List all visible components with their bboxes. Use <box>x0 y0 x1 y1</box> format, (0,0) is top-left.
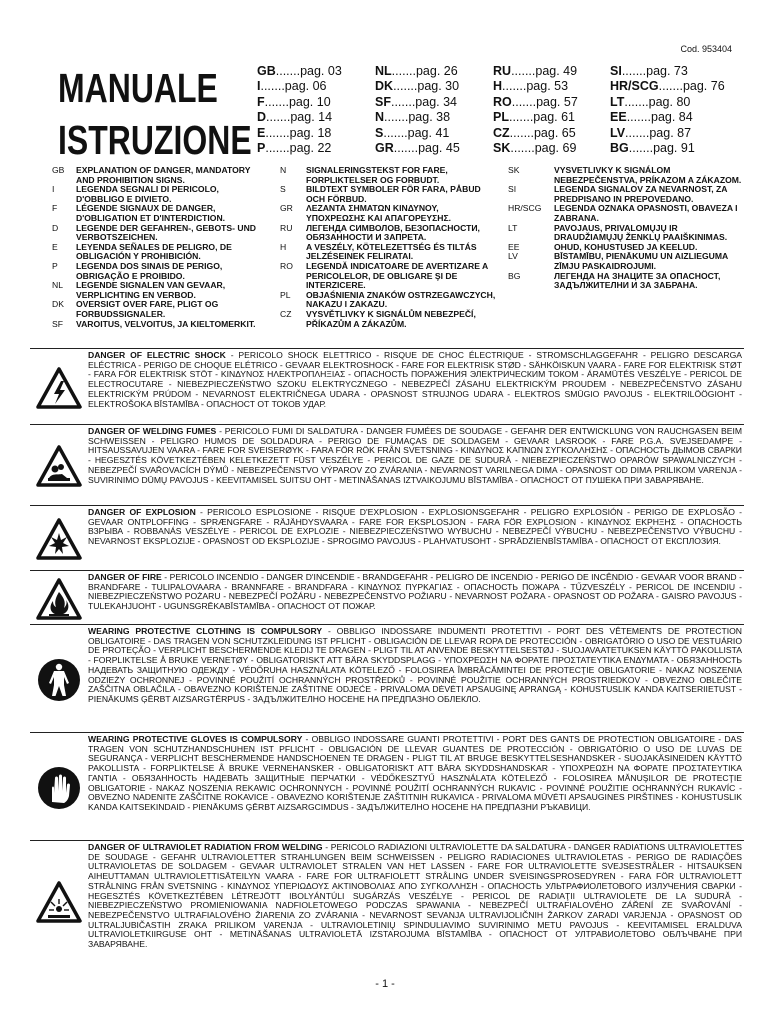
legend-item <box>508 185 743 204</box>
legend-language-code: I <box>52 184 55 195</box>
ultraviolet-radiation-icon <box>30 843 88 961</box>
legend-text: OBJAŚNIENIA ZNAKÓW OSTRZEGAWCZYCH, NAKAZU I ZAKAZU. <box>306 289 496 310</box>
legend-item <box>52 262 257 281</box>
toc-dots: ....... <box>266 110 291 125</box>
toc-language-code: N <box>375 110 385 125</box>
toc-language-code: SF <box>375 94 391 109</box>
legend-column <box>280 166 500 329</box>
toc-language-code: SK <box>493 141 511 156</box>
toc-entry[interactable] <box>610 126 725 141</box>
toc-page: pag. 06 <box>284 79 327 94</box>
toc-dots: ....... <box>511 94 537 109</box>
legend-language-code: H <box>280 241 287 252</box>
toc-entry[interactable] <box>257 126 342 141</box>
legend-text: PAVOJAUS, PRIVALOMŲJŲ IR DRAUDŽIAMŲJŲ ŽENKLŲ PAAIŠKINIMAS. <box>554 222 728 243</box>
toc-entry[interactable] <box>493 110 578 125</box>
legend-item <box>508 204 743 223</box>
legend-item <box>508 166 743 185</box>
toc-language-code: P <box>257 141 266 156</box>
toc-entry[interactable] <box>493 79 578 94</box>
toc-page: pag. 03 <box>300 64 342 78</box>
toc-language-code: EE <box>610 110 627 125</box>
toc-page: pag. 38 <box>408 110 451 125</box>
toc-page: pag. 69 <box>534 141 577 156</box>
toc-entry[interactable] <box>375 64 460 79</box>
warning-section <box>30 351 742 424</box>
legend-item <box>52 185 257 204</box>
toc-page: pag. 34 <box>415 94 458 109</box>
toc-page: pag. 80 <box>648 94 691 109</box>
legend-text: OHUD, KOHUSTUSED JA KEELUD. <box>554 241 698 252</box>
toc-entry[interactable] <box>375 126 460 141</box>
warning-text: WEARING PROTECTIVE GLOVES IS COMPULSORY - OBBLIGO INDOSSARE GUANTI PROTETTIVI - PORT DES GANTS DE PROTECTION OBLIGATOIRE - DAS TRAGEN VON SCHUTZHANDSCHUHEN IST PFLICHT - OBLIGACIÓN DE LLEVAR GUANTES DE PROTECCIÓN - OBRIGATÓRIO O USO DE LUVAS DE SEGURANÇA - VERPLICHT BESCHERMENDE HANDSCHOENEN TE DRAGEN - PLIGT TIL AT BRUGE BESKYTTELSESHANDSKER - SUOJAKÄSINEIDEN KÄYTTÖ PAKOLLISTA - FORPLIKTELSE Å BRUKE VERNEHANSKER - OBLIGATORISKT ATT BÄRA SKYDDSHANDSKAR - ΥΠΟΧΡΕΩΣΗ ΝΑ ΦΟΡΑΤΕ ΠΡΟΣΤΑΤΕΥΤΙΚΑ ΓΑΝΤΙΑ - ОБЯЗАННОСТЬ НАДЕВАТЬ ЗАЩИТНЫЕ ПЕРЧАТКИ - VÉDŐKESZTYŰ HASZNÁLATA KÖTELEZŐ - FOLOSIREA MĂNUŞILOR DE PROTECŢIE OBLIGATORIE - NAKAZ NOSZENIA REKAWIC OCHRONNYCH - POVINNÉ POUŽITÍ OCHRANNÝCH RUKAVIC - POVINNÉ POUŽITIE OCHRANNÝCH RUKAVÍC - OBVEZNO NADENITE ZAŠČITNE ROKAVICE - OBAVEZNO KORIŠTENJE ZAŠTITNIH RUKAVICA - PRIVALOMA MŪVĖTI APSAUGINES PIRŠTINES - KOHUSTUSLIK KANDA KAITSEKINDAID - PIENĀKUMS ĢĒRBT AIZSARGCIMDUS - ЗАДЪЛЖИТЕЛНО НОСЕНЕ НА ПРЕДПАЗНИ РЪКАВИЦИ. <box>88 734 743 812</box>
title-line-2: ISTRUZIONE <box>58 117 252 163</box>
legend-language-code: SK <box>508 165 520 175</box>
toc-entry[interactable] <box>493 126 578 141</box>
warning-text: WEARING PROTECTIVE CLOTHING IS COMPULSORY - OBBLIGO INDOSSARE INDUMENTI PROTETTIVI - PORT DES VÊTEMENTS DE PROTECTION OBLIGATOIRE - DAS TRAGEN VON SCHUTZKLEIDUNG IST PFLICHT - OBLIGACIÓN DE LLEVAR ROPA DE PROTECCIÓN - OBRIGATÓRIO O USO DE VESTUÁRIO DE PROTEÇÃO - VERPLICHT BESCHERMENDE KLEDIJ TE DRAGEN - PLIGT TIL AT ANVENDE BESKYTTELSESTØJ - SUOJAVAATETUKSEN KÄYTTÖ PAKOLLISTA - FORPLIKTELSE Å BRUKE VERNETØY - OBLIGATORISKT ATT BÄRA SKYDDSPLAGG - ΥΠΟΧΡΕΩΣΗ ΝΑ ΦΟΡΑΤΕ ΠΡΟΣΤΑΤΕΥΤΙΚΑ ΕΝΔΥΜΑΤΑ - ОБЯЗАННОСТЬ НАДЕВАТЬ ЗАЩИТНУЮ ОДЕЖДУ - VÉDŐRUHA HASZNÁLATA KÖTELEZŐ - FOLOSIREA ÎMBRĂCĂMINTEI DE PROTECŢIE OBLIGATORIE - NAKAZ NOSZENIA ODZIEŻY OCHRONNEJ - POVINNÉ POUŽITÍ OCHRANNÝCH PROSTŘEDKŮ - POVINNÉ POUŽITIE OCHRANNÝCH PROSTRIEDKOV - OBVEZNO OBLEČITE ZAŠČITNA OBLAČILA - OBAVEZNO KORIŠTENJE ZAŠTITNE ODJEĆE - PRIVALOMA DĖVĖTI APSAUGINĘ APRANGĄ - KOHUSTUSLIK KANDA KAITSERIIETUST - PIENĀKUMS ĢĒRBT AIZSARGTĒRPUS - ЗАДЪЛЖИТЕЛНО НОСЕНЕ НА ПРЕДПАЗНО ОБЛЕКЛО. <box>88 626 743 704</box>
toc-dots: ....... <box>265 141 290 156</box>
toc-entry[interactable] <box>493 141 578 156</box>
legend-language-code: DK <box>52 299 64 310</box>
legend-item <box>280 224 500 243</box>
section-divider <box>30 505 744 506</box>
legend-text: ΛΕΖΑΝΤΑ ΣΗΜΑΤΩΝ ΚΙΝΔΥΝΟΥ, ΥΠΟΧΡΕΩΣΗΣ ΚΑΙ ΑΠΑΓΟΡΕΥΣΗΣ. <box>306 203 452 223</box>
toc-entry[interactable] <box>257 141 342 156</box>
toc-entry[interactable] <box>493 64 578 79</box>
toc-entry[interactable] <box>375 95 460 110</box>
welding-fumes-icon <box>30 427 88 505</box>
warning-text: DANGER OF FIRE - PERICOLO INCENDIO - DANGER D'INCENDIE - BRANDGEFAHR - PELIGRO DE INCENDIO - PERIGO DE INCÊNDIO - GEVAAR VOOR BRAND - BRANDFARE - TULIPALOVAARA - BRANNFARE - BRANDFARA - ΚΙΝΔΥΝΟΣ ΠΥΡΚΑΓΙΑΣ - ОПАСНОСТЬ ПОЖАРА - TŰZVESZÉLY - PERICOL DE INCENDIU - NIEBEZPIECZEŃSTWO POŻARU - NEBEZPEČÍ POŽÁRU - NEBEZPEČENSTVO POŽIARU - NEVARNOST POŽARA - OPASNOST OD POŽARA - GAISRO PAVOJUS - TULEKAHJUOHT - UGUNSGRĒKABĪSTAMĪBA - ОПАСНОСТ ОТ ПОЖАР. <box>88 572 742 612</box>
legend-text: LEGENDA DOS SINAIS DE PERIGO, OBRIGAÇÃO E PROIBIDO. <box>76 260 223 281</box>
legend-text: BĪSTAMĪBU, PIENĀKUMU UN AIZLIEGUMA ZĪMJU PASKAIDROJUMI. <box>554 251 728 271</box>
toc-page: pag. 26 <box>415 64 458 78</box>
toc-dots: ....... <box>275 64 301 78</box>
legend-text: SIGNALERINGSTEKST FOR FARE, FORPLIKTELSER OG FORBUDT. <box>306 165 448 185</box>
explosion-icon <box>30 508 88 570</box>
toc-dots: ....... <box>508 110 534 125</box>
section-divider <box>30 348 744 349</box>
toc-page: pag. 73 <box>646 64 688 78</box>
legend-text: LEGENDA OZNAKA OPASNOSTI, OBAVEZA I ZABRANA. <box>554 203 738 223</box>
toc-language-code: CZ <box>493 125 510 140</box>
document-code: Cod. 953404 <box>680 44 732 54</box>
legend-item <box>508 224 743 243</box>
toc-language-code: SI <box>610 64 622 78</box>
toc-dots: ....... <box>265 125 290 140</box>
warning-section <box>30 735 742 841</box>
toc-dots: ....... <box>510 141 535 156</box>
toc-dots: ....... <box>625 125 650 140</box>
toc-page: pag. 87 <box>649 125 692 140</box>
legend-language-code: BG <box>508 270 521 281</box>
toc-dots: ....... <box>393 141 419 156</box>
toc-column <box>610 64 725 156</box>
toc-dots: ....... <box>502 79 527 94</box>
toc-language-code: LV <box>610 125 626 140</box>
legend-item <box>52 281 257 300</box>
fire-icon <box>30 573 88 625</box>
legend-item <box>52 300 257 319</box>
legend-text: VYSVETLIVKY K SIGNÁLOM NEBEZPEČENSTVA, PRÍKAZOM A ZÁKAZOM. <box>554 165 742 185</box>
toc-language-code: NL <box>375 64 392 78</box>
section-divider <box>30 570 744 571</box>
toc-entry[interactable] <box>610 141 725 156</box>
legend-language-code: RO <box>280 260 293 271</box>
manual-title <box>58 62 252 166</box>
legend-item <box>52 243 257 262</box>
legend-text: VYSVĚTLIVKY K SIGNÁLŮM NEBEZPEČÍ, PŘÍKAZŮM A ZÁKAZŮM. <box>306 308 476 329</box>
toc-language-code: D <box>257 110 267 125</box>
toc-language-code: H <box>493 79 503 94</box>
legend-language-code: LT <box>508 222 518 233</box>
legend-item <box>52 204 257 223</box>
legend-language-code: EE <box>508 241 520 252</box>
legend-language-code: GR <box>280 203 293 214</box>
protective-gloves-icon <box>30 735 88 841</box>
toc-entry[interactable] <box>610 79 725 94</box>
toc-page: pag. 65 <box>533 125 576 140</box>
legend-item <box>280 310 500 329</box>
toc-entry[interactable] <box>610 95 725 110</box>
toc-column <box>375 64 460 156</box>
toc-dots: ....... <box>260 79 285 94</box>
toc-page: pag. 45 <box>418 141 460 156</box>
legend-text: EXPLANATION OF DANGER, MANDATORY AND PROHIBITION SIGNS. <box>76 165 251 185</box>
legend-text: LEGENDA SEGNALI DI PERICOLO, D'OBBLIGO E DIVIETO. <box>76 184 219 204</box>
legend-item <box>280 291 500 310</box>
legend-text: A VESZÉLY, KÖTELEZETTSÉG ÉS TILTÁS JELZÉSEINEK FELIRATAI. <box>306 241 477 262</box>
legend-item <box>52 166 257 185</box>
toc-entry[interactable] <box>493 95 578 110</box>
legend-language-code: RU <box>280 222 293 233</box>
legend-item <box>280 166 500 185</box>
toc-page: pag. 18 <box>289 125 332 140</box>
toc-dots: ....... <box>384 110 409 125</box>
legend-text: LEYENDA SEÑALES DE PELIGRO, DE OBLIGACIÓN Y PROHIBICIÓN. <box>76 241 232 262</box>
toc-entry[interactable] <box>257 64 342 79</box>
legend-item <box>508 272 743 291</box>
toc-language-code: BG <box>610 141 629 156</box>
warning-text: DANGER OF ELECTRIC SHOCK - PERICOLO SHOCK ELETTRICO - RISQUE DE CHOC ÉLECTRIQUE - STROMSCHLAGGEFAHR - PELIGRO DESCARGA ELÉCTRICA - PERIGO DE CHOQUE ELÉTRICO - GEVAAR ELEKTROSHOCK - FARE FOR ELEKTRISK STØD - SÄHKÖISKUN VAARA - FARE FOR ELEKTRISK STØT - FARA FÖR ELEKTRISK STÖT - ΚΙΝΔΥΝΟΣ ΗΛΕΚΤΡΟΠΛΗΞΙΑΣ - ОПАСНОСТЬ ПОРАЖЕНИЯ ЭЛЕКТРИЧЕСКИМ ТОКОМ - ÁRAMÜTÉS VESZÉLYE - PERICOL DE ELECTROCUTARE - NIEBEZPIECZEŃSTWO SZOKU ELEKTRYCZNEGO - NEBEZPEČÍ ZÁSAHU ELEKTRICKÝM PROUDEM - NEBEZPEČENSTVO ZÁSAHU ELEKTRICKÝM PRÚDOM - NEVARNOST ELEKTRIČNEGA UDARA - OPASNOST STRUJNOG UDARA - ELEKTROS SMŪGIO PAVOJUS - ELEKTRILÖÖGIOHT - ELEKTROŠOKA BĪSTAMĪBA - ОПАСНОСТ ОТ ТОКОВ УДАР. <box>88 350 742 409</box>
toc-page: pag. 84 <box>651 110 693 125</box>
legend-language-code: NL <box>52 280 63 291</box>
legend-text: ЛЕГЕНДА СИМВОЛОВ, БЕЗОПАСНОСТИ, ОБЯЗАННОСТИ И ЗАПРЕТА. <box>306 222 480 243</box>
toc-page: pag. 91 <box>653 141 695 156</box>
toc-dots: ....... <box>624 94 649 109</box>
legend-language-code: LV <box>508 251 518 262</box>
toc-language-code: HR/SCG <box>610 79 659 94</box>
legend-language-code: E <box>52 241 58 252</box>
toc-entry[interactable] <box>257 110 342 125</box>
warning-text: DANGER OF WELDING FUMES - PERICOLO FUMI DI SALDATURA - DANGER FUMÉES DE SOUDAGE - GEFAHR DER ENTWICKLUNG VON RAUCHGASEN BEIM SCHWEISSEN - PELIGRO HUMOS DE SOLDADURA - PERIGO DE FUMAÇAS DE SOLDAGEM - GEVAAR LASROOK - FARE P.G.A. SVEJSEDAMPE - HITSAUSSAVUJEN VAARA - FARE FOR SVEISERØYK - FARA FÖR RÖK FRÅN SVETSNING - ΚΙΝΔΥΝΟΣ ΚΑΠΝΩΝ ΣΥΓΚΟΛΛΗΣΗΣ - ОПАСНОСТЬ ДЫМОВ СВАРКИ - HEGESZTÉS KÖVETKEZTÉBEN KELETKEZETT FÜST VESZÉLYE - PERICOL DE GAZE DE SUDURĂ - NIEBEZPIECZEŃSTWO OPARÓW SPAWALNICZYCH - NEBEZPEČÍ SVAŘOVACÍCH DÝMŮ - NEBEZPEČENSTVO VÝPAROV ZO ZVÁRANIA - NEVARNOST VARILNEGA DIMA - OPASNOST OD DIMA PRILIKOM VARENJA - SUVIRINIMO DŪMŲ PAVOJUS - KEEVITAMISEL SUITSU OHT - METINĀŠANAS IZTVAIKOJUMU BĪSTAMĪBA - ОПАСНОСТ ОТ ПУШЕКА ПРИ ЗАВАРЯВАНЕ. <box>88 426 742 485</box>
toc-page: pag. 22 <box>289 141 332 156</box>
legend-text: ЛЕГЕНДА НА ЗНАЦИТЕ ЗА ОПАСНОСТ, ЗАДЪЛЖИТЕЛНИ И ЗА ЗАБРАНА. <box>554 270 721 291</box>
toc-entry[interactable] <box>375 110 460 125</box>
toc-dots: ....... <box>383 125 408 140</box>
legend-language-code: SF <box>52 318 63 329</box>
toc-dots: ....... <box>658 79 683 94</box>
toc-language-code: GR <box>375 141 394 156</box>
warning-section <box>30 427 742 505</box>
toc-language-code: RO <box>493 94 512 109</box>
legend-item <box>280 243 500 262</box>
legend-item <box>508 252 743 271</box>
legend-column <box>52 166 257 329</box>
toc-page: pag. 57 <box>536 94 578 109</box>
legend-language-code: N <box>280 165 287 175</box>
legend-item <box>280 262 500 291</box>
legend-text: LEGENDA SIGNALOV ZA NEVARNOST, ZA PREDPISANO IN PREPOVEDANO. <box>554 184 728 204</box>
toc-page: pag. 76 <box>682 79 725 94</box>
legend-language-code: GB <box>52 165 65 175</box>
toc-page: pag. 30 <box>417 79 460 94</box>
toc-column <box>493 64 578 156</box>
protective-clothing-icon <box>30 627 88 733</box>
toc-entry[interactable] <box>610 110 725 125</box>
warning-section <box>30 843 742 961</box>
toc-dots: ....... <box>264 94 289 109</box>
toc-column <box>257 64 342 156</box>
toc-language-code: I <box>257 79 261 94</box>
legend-item <box>280 204 500 223</box>
toc-page: pag. 41 <box>407 125 450 140</box>
legend-language-code: P <box>52 260 58 271</box>
toc-dots: ....... <box>511 64 536 78</box>
toc-dots: ....... <box>391 64 416 78</box>
toc-page: pag. 10 <box>288 94 331 109</box>
toc-dots: ....... <box>509 125 534 140</box>
toc-language-code: LT <box>610 94 625 109</box>
legend-text: OVERSIGT OVER FARE, PLIGT OG FORBUDSSIGNALER. <box>76 299 219 319</box>
title-line-1: MANUALE <box>58 65 218 111</box>
electric-shock-icon <box>30 351 88 424</box>
section-divider <box>30 424 744 425</box>
toc-language-code: S <box>375 125 384 140</box>
toc-page: pag. 14 <box>290 110 333 125</box>
legend-language-code: D <box>52 222 59 233</box>
toc-dots: ....... <box>628 141 654 156</box>
legend-language-code: HR/SCG <box>508 203 542 214</box>
toc-dots: ....... <box>393 79 418 94</box>
toc-entry[interactable] <box>375 79 460 94</box>
toc-language-code: RU <box>493 64 512 78</box>
legend-item <box>52 224 257 243</box>
legend-item <box>280 185 500 204</box>
legend-language-code: S <box>280 184 286 195</box>
legend-item <box>52 320 257 330</box>
toc-language-code: GB <box>257 64 276 78</box>
warning-text: DANGER OF ULTRAVIOLET RADIATION FROM WELDING - PERICOLO RADIAZIONI ULTRAVIOLETTE DA SALDATURA - DANGER RADIATIONS ULTRAVIOLETTES DE SOUDAGE - GEFAHR ULTRAVIOLETTER STRAHLUNGEN BEIM SCHWEISSEN - PELIGRO RADIACIONES ULTRAVIOLETAS - PERIGO DE RADIAÇÕES ULTRAVIOLETAS DE SOLDAGEM - GEVAAR ULTRAVIOLET STRALEN VAN HET LASSEN - FARE FOR ULTRAVIOLETTE SVEJSESTRÅLER - HITSAUKSEN AIHEUTTAMAN ULTRAVIOLETTISÄTEILYN VAARA - FARE FOR ULTRAFIOLETT STRÅLING UNDER SVEISINGSPROSEDYREN - FARA FÖR ULTRAVIOLETT STRÅLNING FRÅN SVETSNING - ΚΙΝΔΥΝΟΣ ΥΠΕΡΙΩΔΟΥΣ ΑΚΤΙΝΟΒΟΛΙΑΣ ΑΠΟ ΣΥΓΚΟΛΛΗΣΗ - ОПАСНОСТЬ УЛЬТРАФИОЛЕТОВОГО ИЗЛУЧЕНИЯ СВАРКИ - HEGESZTÉS KÖVETKEZTÉBEN LÉTREJÖTT IBOLYÁNTÚLI SUGÁRZÁS VESZÉLYE - PERICOL DE RADIAŢII ULTRAVIOLETE DE LA SUDURĂ - NIEBEZPIECZEŃSTWO PROMIENIOWANIA NADFIOLETOWEGO PODCZAS SPAWANIA - NEBEZPEČÍ ULTRAFIALOVÉHO ZÁŘENÍ ZE SVAŘOVÁNÍ - NEBEZPEČENSTVO ULTRAFIALOVÉHO ŽIARENIA ZO ZVÁRANIA - NEVARNOST SEVANJA ULTRAVIJOLIČNIH ŽARKOV ZARADI VARJENJA - OPASNOST OD ULTRALJUBIČASTIH ZRAKA PRILIKOM VARENJA - ULTRAVIOLETINIŲ SPINDULIAVIMO SUVIRINIMO METU PAVOJUS - KEEVITAMISEL ERALDUVA ULTRAVIOLETKIIRGUSE OHT - METINĀŠANAS ULTRAVIOLETĀ IZSTAROJUMA BĪSTAMĪBA - ОПАСНОСТ ОТ УЛТРАВИОЛЕТОВО ОБЛЪЧВАНЕ ПРИ ЗАВАРЯВАНЕ. <box>88 842 742 950</box>
legend-language-code: PL <box>280 289 291 300</box>
legend-language-code: F <box>52 203 58 214</box>
warning-section <box>30 627 742 733</box>
toc-language-code: PL <box>493 110 509 125</box>
legend-text: LEGENDĂ INDICATOARE DE AVERTIZARE A PERICOLELOR, DE OBLIGARE ŞI DE INTERZICERE. <box>306 260 488 291</box>
warning-section <box>30 573 742 625</box>
toc-language-code: F <box>257 94 265 109</box>
warning-text: DANGER OF EXPLOSION - PERICOLO ESPLOSIONE - RISQUE D'EXPLOSION - EXPLOSIONSGEFAHR - PELIGRO EXPLOSIÓN - PERIGO DE EXPLOSÃO - GEVAAR ONTPLOFFING - SPRÆNGFARE - RÄJÄHDYSVAARA - FARE FOR EKSPLOSJON - FARA FÖR EXPLOSION - ΚΙΝΔΥΝΟΣ ΕΚΡΗΞΗΣ - ОПАСНОСТЬ ВЗРЫВА - ROBBANÁS VESZÉLYE - PERICOL DE EXPLOZIE - NIEBEZPIECZEŃSTWO WYBUCHU - NEBEZPEČÍ VÝBUCHU - NEBEZPEČENSTVO VÝBUCHU - NEVARNOST EKSPLOZIJE - OPASNOST OD EKSPLOZIJE - SPROGIMO PAVOJUS - PLAHVATUSOHT - SPRĀDZIENBĪSTAMĪBA - ОПАСНОСТ ОТ ЕКСПЛОЗИЯ. <box>88 507 742 547</box>
toc-entry[interactable] <box>610 64 725 79</box>
legend-text: LÉGENDE SIGNAUX DE DANGER, D'OBLIGATION ET D'INTERDICTION. <box>76 203 226 223</box>
toc-entry[interactable] <box>257 95 342 110</box>
legend-column <box>508 166 743 291</box>
toc-dots: ....... <box>626 110 651 125</box>
toc-entry[interactable] <box>375 141 460 156</box>
warning-section <box>30 508 742 570</box>
legend-text: VAROITUS, VELVOITUS, JA KIELTOMERKIT. <box>76 318 256 329</box>
legend-text: BILDTEXT SYMBOLER FÖR FARA, PÅBUD OCH FÖRBUD. <box>306 184 481 204</box>
legend-language-code: CZ <box>280 308 292 319</box>
page-number: - 1 - <box>375 978 395 990</box>
legend-language-code: SI <box>508 184 517 195</box>
toc-language-code: DK <box>375 79 394 94</box>
legend-text: LEGENDE DER GEFAHREN-, GEBOTS- UND VERBOTSZEICHEN. <box>76 222 257 243</box>
toc-entry[interactable] <box>257 79 342 94</box>
toc-page: pag. 61 <box>533 110 576 125</box>
legend-text: LEGENDE SIGNALEN VAN GEVAAR, VERPLICHTING EN VERBOD. <box>76 280 226 300</box>
toc-page: pag. 49 <box>535 64 578 78</box>
toc-page: pag. 53 <box>526 79 569 94</box>
toc-language-code: E <box>257 125 266 140</box>
toc-dots: ....... <box>621 64 647 78</box>
toc-dots: ....... <box>390 94 416 109</box>
